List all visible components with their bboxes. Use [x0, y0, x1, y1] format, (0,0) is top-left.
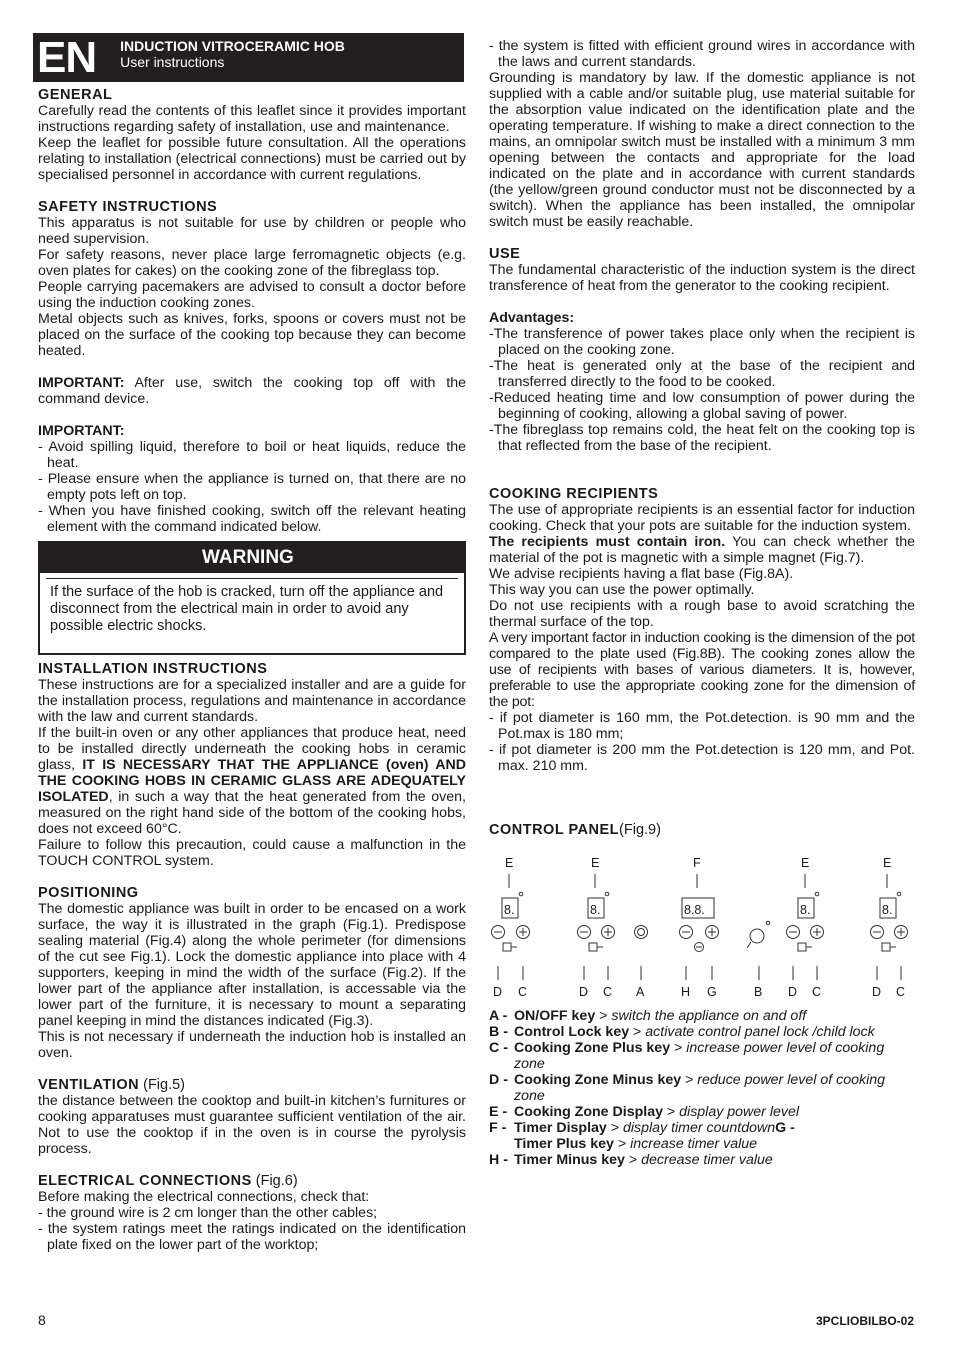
legend-item [489, 1024, 915, 1040]
label-g: G [707, 985, 717, 999]
list-item: - if pot diameter is 160 mm, the Pot.detection. is 90 mm and the Pot.max is 180 mm; [489, 710, 915, 742]
legend-sep: > [595, 1008, 612, 1024]
label-e: E [801, 856, 810, 870]
legend-desc: decrease timer value [641, 1152, 773, 1168]
recipients-paragraph: A very important factor in induction cooking is the dimension of the pot compared to the plate used (Fig.8B). The cooking zones allow the use of recipients with bases of various diameters. It is, however, preferable to use the appropriate cooking zone for the dimension of the pot: [489, 630, 915, 710]
label-c: C [603, 985, 613, 999]
legend-desc: display timer countdown [622, 1120, 776, 1136]
display-digit: 8. [882, 903, 893, 917]
language-code: EN [37, 33, 97, 82]
figure-ref: (Fig.6) [251, 1173, 298, 1189]
important-text: After use, switch the cooking top off with the command device. [38, 375, 466, 407]
document-code: 3PCLIOBILBO-02 [815, 1314, 914, 1328]
ventilation-heading [38, 1077, 466, 1093]
plus-key-icon[interactable] [602, 926, 615, 939]
warning-text: If the surface of the hob is cracked, turn off the appliance and disconnect from the electrical main in order to avoid any possible electric shocks. [46, 578, 458, 643]
label-c: C [812, 985, 822, 999]
legend-name: ON/OFF key [514, 1008, 596, 1024]
advantages-list [489, 326, 915, 454]
display-digit: 8. [800, 903, 811, 917]
recipients-paragraph [489, 534, 915, 566]
label-c: C [896, 985, 906, 999]
legend-name: Cooking Zone Minus key [514, 1072, 682, 1088]
plus-key-icon[interactable] [706, 926, 719, 939]
recipients-paragraph: The use of appropriate recipients is an essential factor for induction cooking. Check that your pots are suitable for the induction system. [489, 502, 915, 534]
figure-ref: (Fig.5) [139, 1077, 186, 1093]
legend-sep: > [681, 1072, 698, 1088]
heading-text: ELECTRICAL CONNECTIONS [38, 1173, 252, 1189]
legend-key: B - [489, 1024, 508, 1040]
page-header [33, 33, 464, 82]
list-item: - the ground wire is 2 cm longer than the other cables; [38, 1205, 378, 1221]
text-span: , in such a way that the heat generated from the oven, measured on the right hand side of the bottom of the cooking hobs, does not exceed 60°C. [38, 789, 466, 837]
plus-key-icon[interactable] [811, 926, 824, 939]
timer-digits: 8.8. [684, 903, 705, 917]
legend-item [489, 1104, 915, 1120]
legend-item [489, 1136, 915, 1152]
general-paragraph: Keep the leaflet for possible future consultation. All the operations relating to installation (electrical connections) must be carried out by specialised personnel in accordance with current regulations. [38, 135, 466, 183]
list-item: - Avoid spilling liquid, therefore to boil or heat liquids, reduce the heat. [38, 439, 466, 471]
legend-desc: switch the appliance on and off [611, 1008, 807, 1024]
legend-sep: > [613, 1136, 631, 1152]
label-a: A [636, 985, 645, 999]
legend-desc: reduce power level of cooking zone [514, 1072, 885, 1104]
list-item: - the system ratings meet the ratings indicated on the identification plate fixed on the lower part of the worktop; [38, 1221, 466, 1253]
list-item: -The heat is generated only at the base of the recipient and transferred directly to the food to be cooked. [489, 358, 915, 390]
label-e: E [505, 856, 514, 870]
warning-box [38, 541, 466, 655]
important-label: IMPORTANT: [38, 375, 125, 391]
label-c: C [518, 985, 528, 999]
grounding-paragraph: Grounding is mandatory by law. If the domestic appliance is not supplied with a cable and/or suitable plug, use material suitable for the absorption value indicated on the identification plate and the operating temperature. If wishing to make a direct connection to the mains, an omnipolar switch must be installed with a minimum 3 mm opening between the contacts and appropriate for the load indicated on the plate and in accordance with current standards (the yellow/green ground conductor must not be disconnected by a switch). When the appliance has been installed, the omnipolar switch must be easily reachable. [489, 70, 915, 230]
legend-item [489, 1152, 915, 1168]
safety-paragraph: People carrying pacemakers are advised to consult a doctor before using the induction cooking zones. [38, 279, 466, 311]
legend-key: C - [489, 1040, 508, 1056]
minus-key-icon[interactable] [578, 926, 591, 939]
heading-text: CONTROL PANEL [489, 822, 620, 838]
advantages-label: Advantages: [489, 310, 575, 326]
recipients-heading: COOKING RECIPIENTS [489, 486, 659, 502]
legend-desc: display power level [679, 1104, 800, 1120]
safety-paragraph: Metal objects such as knives, forks, spoons or covers must not be placed on the surface of the cooking top because they can become heated. [38, 311, 466, 359]
iron-note: The recipients must contain iron. [489, 534, 726, 550]
display-digit: 8. [504, 903, 515, 917]
important-note [38, 375, 466, 407]
electrical-heading [38, 1173, 466, 1189]
text-span: You can check whether the material of the pot is magnetic with a simple magnet (Fig.7). [489, 534, 916, 566]
heading-text: VENTILATION [38, 1077, 140, 1093]
electrical-list-continued [489, 38, 915, 70]
legend-sep: > [629, 1024, 646, 1040]
ventilation-paragraph: the distance between the cooktop and built-in kitchen’s furnitures or cooking apparatuses must guarantee sufficient ventilation of the air. Not to use the cooktop if in the oven is in course the pyrolysis process. [38, 1093, 466, 1157]
label-h: H [681, 985, 691, 999]
minus-key-icon[interactable] [871, 926, 884, 939]
electrical-list [38, 1205, 466, 1253]
minus-key-icon[interactable] [787, 926, 800, 939]
installation-heading: INSTALLATION INSTRUCTIONS [38, 661, 268, 677]
list-item: - When you have finished cooking, switch off the relevant heating element with the command indicated below. [38, 503, 466, 535]
control-panel-diagram [489, 846, 915, 1004]
warning-title: WARNING [40, 543, 464, 573]
installation-paragraph: These instructions are for a specialized installer and are a guide for the installation process, regulations and maintenance in accordance with the law and current standards. [38, 677, 466, 725]
cooking-zone-display [880, 892, 901, 918]
label-e: E [591, 856, 600, 870]
legend-desc: increase power level of cooking zone [514, 1040, 885, 1072]
legend-item [489, 1040, 915, 1072]
legend-desc: activate control panel lock /child lock [645, 1024, 875, 1040]
cooking-zone-display [798, 892, 819, 918]
legend-key: D - [489, 1072, 508, 1088]
display-digit: 8. [590, 903, 601, 917]
list-item: -The fibreglass top remains cold, the heat felt on the cooking top is that reflected from the base of the recipient. [489, 422, 915, 454]
page-number: 8 [38, 1312, 46, 1328]
label-e: E [883, 856, 892, 870]
label-d: D [493, 985, 503, 999]
left-column [38, 30, 466, 1253]
safety-paragraph: This apparatus is not suitable for use by children or people who need supervision. [38, 215, 466, 247]
plus-key-icon[interactable] [517, 926, 530, 939]
pot-size-list [489, 710, 915, 774]
electrical-intro: Before making the electrical connections, check that: [38, 1189, 370, 1205]
label-d: D [579, 985, 589, 999]
positioning-paragraph: The domestic appliance was built in order to be encased on a work surface, the way it is illustrated in the graph (Fig.1). Predispose sealing material (Fig.4) along the whole perimeter (for dimensions of the cut see Fig.1). Lock the domestic appliance into place with 4 supporters, keeping in mind the width of the surface (Fig.2). If the lower part of the appliance after installation, is accessable via the lower part of the furniture, it is necessary to mount a separating panel keeping in mind the distances indicated (Fig.3). [38, 901, 466, 1029]
safety-heading: SAFETY INSTRUCTIONS [38, 199, 218, 215]
list-item: - the system is fitted with efficient ground wires in accordance with the laws and current standards. [489, 38, 915, 70]
recipients-paragraph: Do not use recipients with a rough base to avoid scratching the thermal surface of the top. [489, 598, 915, 630]
safety-paragraph: For safety reasons, never place large ferromagnetic objects (e.g. oven plates for cakes) on the cooking zone of the fibreglass top. [38, 247, 466, 279]
isolation-warning: IT IS NECESSARY THAT THE APPLIANCE (oven) AND THE COOKING HOBS IN CERAMIC GLASS ARE ADEQUATELY ISOLATED [38, 757, 466, 805]
legend-key-inline: G - [775, 1120, 795, 1136]
legend-key: H - [489, 1152, 508, 1168]
document-subtitle: User instructions [120, 54, 225, 70]
installation-paragraph [38, 725, 466, 837]
plus-key-icon[interactable] [895, 926, 908, 939]
label-d: D [872, 985, 882, 999]
label-f: F [693, 856, 701, 870]
timer-display [682, 898, 714, 918]
legend-name: Cooking Zone Plus key [514, 1040, 671, 1056]
positioning-heading: POSITIONING [38, 885, 139, 901]
header-titles [104, 33, 345, 82]
legend-item [489, 1120, 915, 1136]
legend-sep: > [662, 1104, 680, 1120]
legend-key: A - [489, 1008, 508, 1024]
legend-item [489, 1072, 915, 1104]
legend-desc: increase timer value [630, 1136, 758, 1152]
figure-ref: (Fig.9) [619, 822, 661, 838]
label-b: B [754, 985, 763, 999]
legend-name: Timer Minus key [514, 1152, 625, 1168]
minus-key-icon[interactable] [680, 926, 693, 939]
control-panel-heading [489, 822, 915, 838]
legend-key: E - [489, 1104, 508, 1120]
list-item: - if pot diameter is 200 mm the Pot.detection is 120 mm, and Pot. max. 210 mm. [489, 742, 915, 774]
use-heading: USE [489, 246, 521, 262]
legend-name: Cooking Zone Display [514, 1104, 663, 1120]
clock-icon [695, 943, 704, 952]
list-item: -The transference of power takes place only when the recipient is placed on the cooking zone. [489, 326, 915, 358]
document-title: INDUCTION VITROCERAMIC HOB [120, 38, 345, 54]
power-icon[interactable] [635, 926, 648, 939]
right-column [489, 38, 915, 1168]
legend-key: F - [489, 1120, 507, 1136]
legend-sep: > [670, 1040, 687, 1056]
text-span: If the built-in oven or any other appliances that produce heat, need to be installed directly underneath the cooking hobs in ceramic glass, [38, 725, 466, 773]
label-d: D [788, 985, 798, 999]
recipients-paragraph: We advise recipients having a flat base (Fig.8A). [489, 566, 794, 582]
legend-name: Timer Plus key [514, 1136, 614, 1152]
recipients-paragraph: This way you can use the power optimally. [489, 582, 755, 598]
use-paragraph: The fundamental characteristic of the induction system is the direct transference of heat from the generator to the cooking recipient. [489, 262, 915, 294]
lock-key-icon[interactable] [747, 921, 770, 948]
legend-sep: > [624, 1152, 642, 1168]
positioning-paragraph: This is not necessary if underneath the induction hob is installed an oven. [38, 1029, 466, 1061]
important-label: IMPORTANT: [38, 423, 125, 439]
list-item: -Reduced heating time and low consumption of power during the beginning of cooking, allowing a global saving of power. [489, 390, 915, 422]
cooking-zone-display [502, 892, 523, 918]
legend-name: Control Lock key [514, 1024, 630, 1040]
cooking-zone-display [588, 892, 609, 918]
legend-item [489, 1008, 915, 1024]
important-list [38, 439, 466, 535]
general-heading: GENERAL [38, 87, 113, 103]
control-legend [489, 1008, 915, 1168]
legend-key [489, 1136, 514, 1152]
general-paragraph: Carefully read the contents of this leaflet since it provides important instructions regarding safety of installation, use and maintenance. [38, 103, 466, 135]
installation-paragraph: Failure to follow this precaution, could cause a malfunction in the TOUCH CONTROL system. [38, 837, 466, 869]
control-panel-figure [489, 846, 915, 1004]
legend-sep: > [606, 1120, 623, 1136]
list-item: - Please ensure when the appliance is turned on, that there are no empty pots left on top. [38, 471, 466, 503]
minus-key-icon[interactable] [492, 926, 505, 939]
legend-name: Timer Display [514, 1120, 607, 1136]
